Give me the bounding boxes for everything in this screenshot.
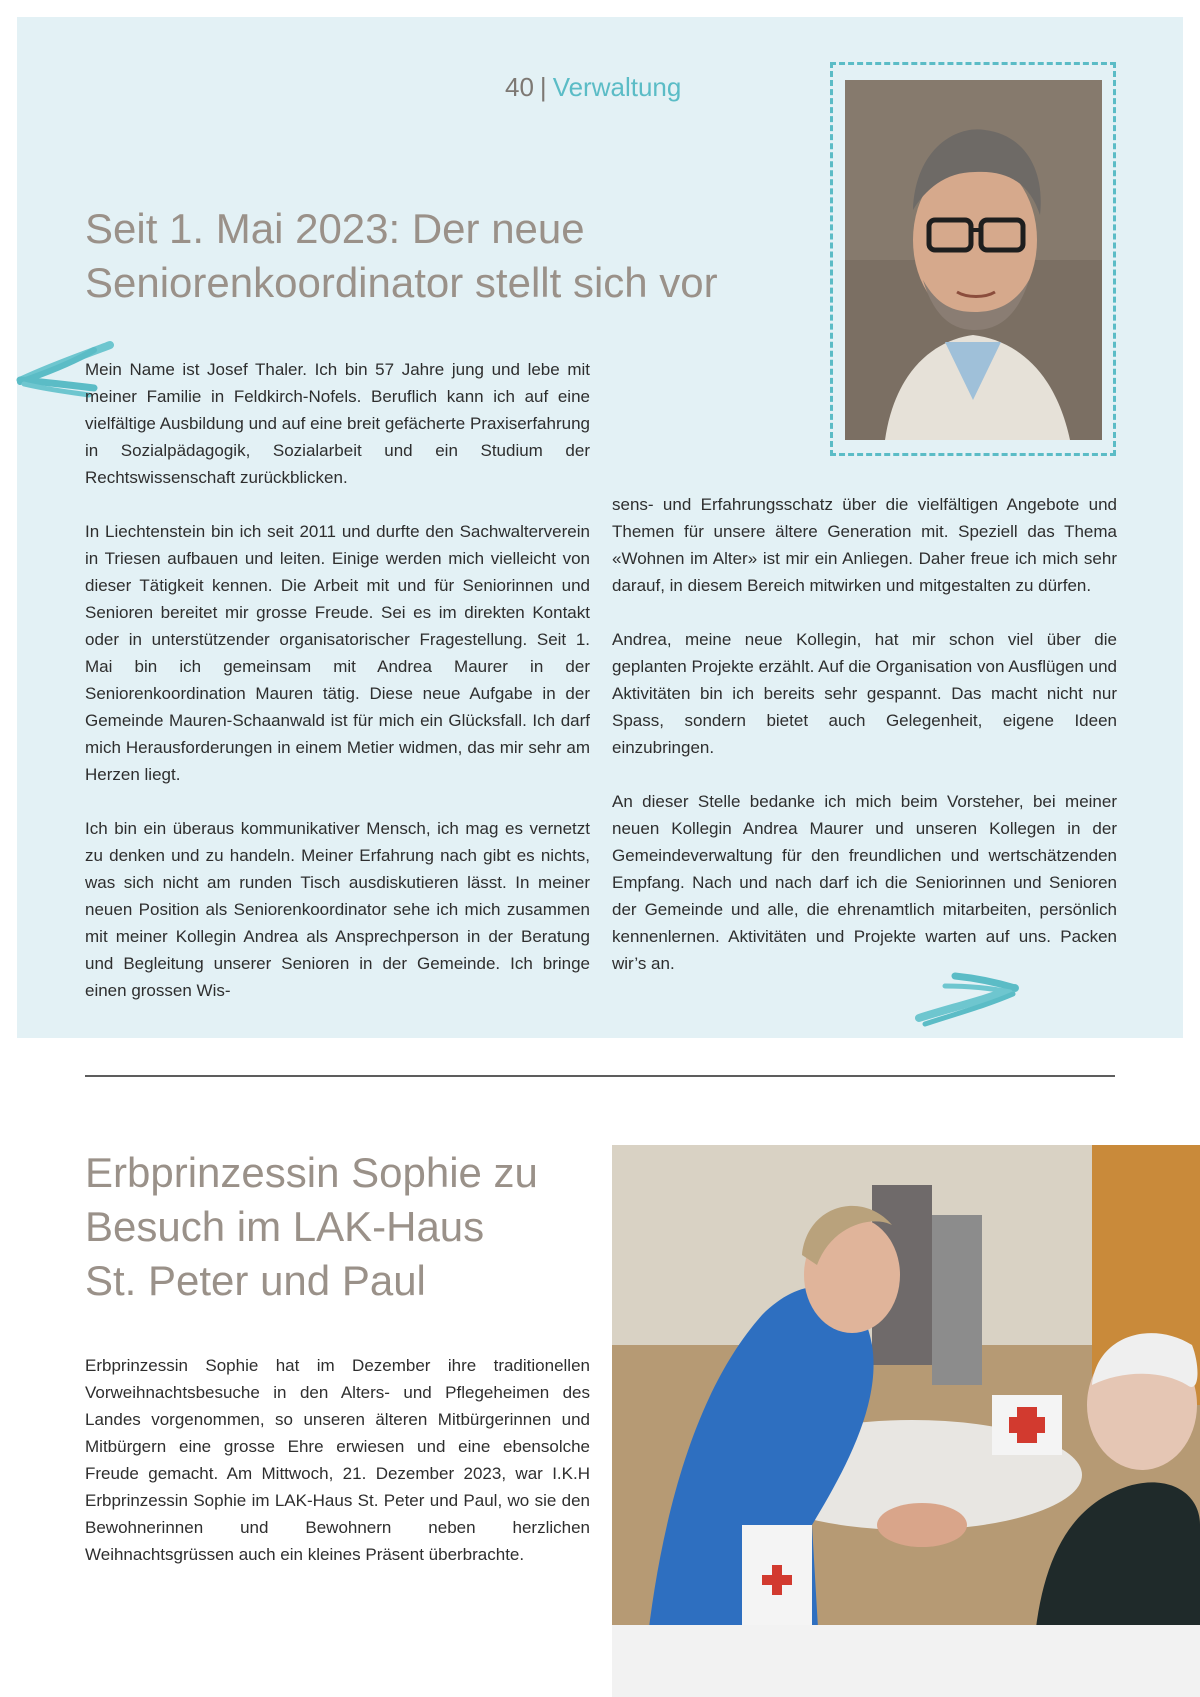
- article2-title-line3: St. Peter und Paul: [85, 1257, 426, 1304]
- page-header: [505, 72, 805, 103]
- article1-left-column: [85, 356, 590, 1004]
- article1-paragraph: An dieser Stelle bedanke ich mich beim Vorsteher, bei meiner neuen Kollegin Andrea Maurer und unseren Kollegen in der Gemeindeverwaltung für den freundlichen und wertschätzenden Empfang. Nach und nach darf ich die Seniorinnen und Senioren der Gemeinde und alle, die ehrenamtlich mitarbeiten, persönlich kennenlernen. Aktivitäten und Projekte warten auf uns. Packen wir’s an.: [612, 792, 1117, 973]
- header-separator: |: [539, 72, 547, 102]
- article1-title: [85, 202, 725, 310]
- article1-paragraph: Ich bin ein überaus kommunikativer Mensch, ich mag es vernetzt zu denken und zu handeln. Meiner Erfahrung nach gibt es nichts, was sich nicht am runden Tisch ausdiskutieren lässt. In meiner neuen Position als Seniorenkoordinator sehe ich mich zusammen mit meiner Kollegin Andrea als Ansprechperson in der Beratung und Begleitung unserer Senioren in der Gemeinde. Ich bringe einen grossen Wis-: [85, 819, 590, 1000]
- visit-photo-illustration: [612, 1145, 1200, 1697]
- article1-paragraph: Mein Name ist Josef Thaler. Ich bin 57 Jahre jung und lebe mit meiner Familie in Feldkirch-Nofels. Beruflich kann ich auf eine vielfältige Ausbildung und auf eine breit gefächerte Praxiserfahrung in Sozialpädagogik, Sozialarbeit und ein Studium der Rechtswissenschaft zurückblicken.: [85, 360, 590, 487]
- article1-title-line1: Seit 1. Mai 2023: Der neue: [85, 205, 585, 252]
- section-divider: [85, 1075, 1115, 1077]
- article2-title-line2: Besuch im LAK-Haus: [85, 1203, 485, 1250]
- page-number: 40: [505, 72, 534, 102]
- article1-title-line2: Seniorenkoordinator stellt sich vor: [85, 259, 718, 306]
- article1-paragraph: sens- und Erfahrungsschatz über die vielfältigen Angebote und Themen für unsere ältere Generation mit. Speziell das Thema «Wohnen im Alter» ist mir ein Anliegen. Daher freue ich mich sehr darauf, in diesem Bereich mitwirken und mitgestalten zu dürfen.: [612, 495, 1117, 595]
- article2-body: [85, 1352, 590, 1568]
- article1-paragraph: In Liechtenstein bin ich seit 2011 und durfte den Sachwalterverein in Triesen aufbauen und leiten. Einige werden mich vielleicht von dieser Tätigkeit kennen. Die Arbeit mit und für Seniorinnen und Senioren bereitet mir grosse Freude. Sei es im direkten Kontakt oder in unterstützender organisatorischer Fragestellung. Seit 1. Mai bin ich gemeinsam mit Andrea Maurer in der Seniorenkoordination Mauren tätig. Diese neue Aufgabe in der Gemeinde Mauren-Schaanwald ist für mich ein Glücksfall. Ich darf mich Herausforderungen in einem Metier widmen, das mir sehr am Herzen liegt.: [85, 522, 590, 784]
- section-title: Verwaltung: [552, 72, 682, 102]
- visit-photo: [612, 1145, 1200, 1697]
- brush-arrow-right-icon: [915, 968, 1025, 1028]
- article1-paragraph: Andrea, meine neue Kollegin, hat mir schon viel über die geplanten Projekte erzählt. Auf die Organisation von Ausflügen und Aktivitäten bin ich bereits sehr gespannt. Das macht nicht nur Spass, sondern bietet auch Gelegenheit, eigene Ideen einzubringen.: [612, 630, 1117, 757]
- portrait-photo: [845, 80, 1102, 440]
- portrait-illustration: [845, 80, 1102, 440]
- article2-title-line1: Erbprinzessin Sophie zu: [85, 1149, 538, 1196]
- article1-right-column: [612, 491, 1117, 977]
- article2-title: [85, 1146, 585, 1308]
- article2-paragraph: Erbprinzessin Sophie hat im Dezember ihre traditionellen Vorweihnachtsbesuche in den Alters- und Pflegeheimen des Landes vorgenommen, so unseren älteren Mitbürgerinnen und Mitbürgern eine grosse Ehre erwiesen und eine ebensolche Freude gemacht. Am Mittwoch, 21. Dezember 2023, war I.K.H Erbprinzessin Sophie im LAK-Haus St. Peter und Paul, wo sie den Bewohnerinnen und Bewohnern neben herzlichen Weihnachtsgrüssen auch ein kleines Präsent überbrachte.: [85, 1356, 590, 1564]
